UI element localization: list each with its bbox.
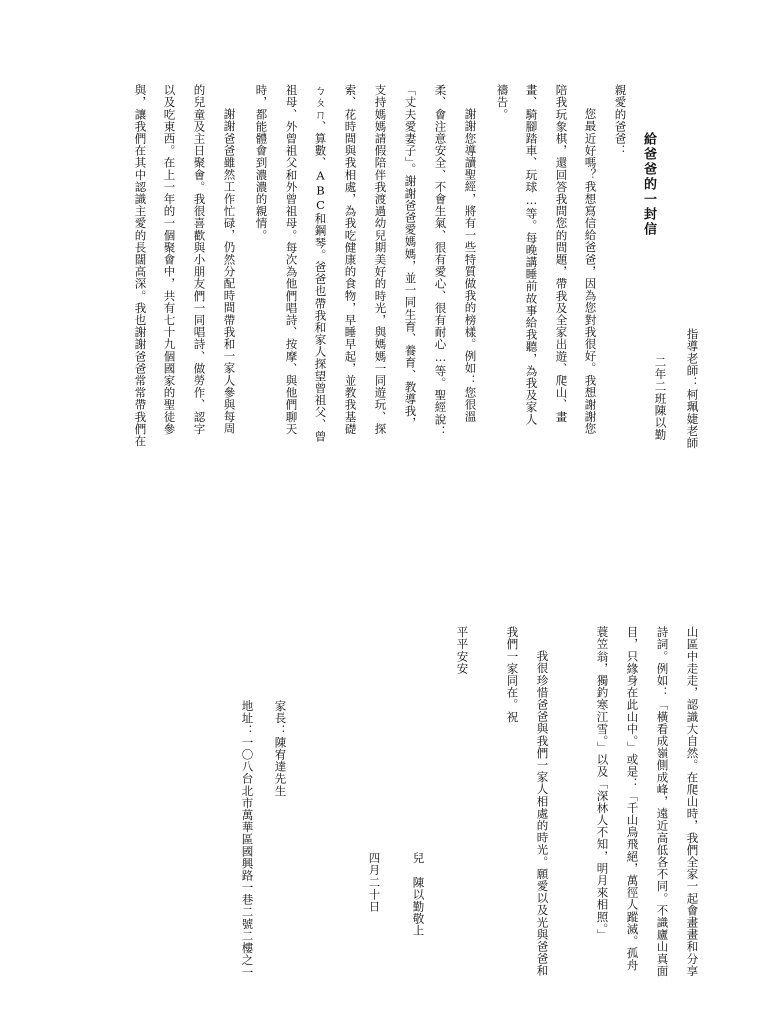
body-line: 謝謝您導讀聖經，將有一些特質做我的榜樣。例如：您很溫: [463, 108, 478, 423]
letter-date: 四月二十日: [367, 852, 382, 913]
parent-name: 家長：陳宥達先生: [273, 700, 288, 797]
signature: 兒 陳以勤敬上: [411, 852, 426, 937]
body-line: 與，讓我們在其中認識主愛的長闊高深。我也謝謝爸爸常常帶我們在: [133, 84, 148, 447]
body-line: ㄅㄆㄇ、算數、ABC和鋼琴。爸爸也帶我和家人探望曾祖父、曾: [313, 84, 328, 443]
teacher-line: 指導老師：柯珮婕老師: [685, 328, 700, 449]
address: 地址：一〇八台北市萬華區國興路一巷二號二樓之一: [240, 700, 255, 979]
body-line: 柔、會注意安全、不會生氣、很有愛心、很有耐心…等。聖經說：: [433, 84, 448, 438]
body-line: 祖母、外曾祖父和外曾祖母。每次為他們唱詩、按摩、與他們聊天: [284, 84, 299, 435]
body-line: 謝謝爸爸雖然工作忙碌，仍然分配時間帶我和一家人參與每周: [222, 108, 237, 435]
body-line: 陪我玩象棋，還回答我問您的問題，帶我及全家出遊、爬山、畫: [554, 84, 569, 423]
body-line: 以及吃東西。在上一年的一個聚會中，共有七十九個國家的聖徒參: [162, 84, 177, 435]
greeting: 親愛的爸爸：: [613, 84, 628, 157]
letter-title: 給爸爸的一封信: [641, 132, 656, 237]
body-line: 詩詞。例如：「橫看成嶺側成峰，遠近高低各不同。不識廬山真面: [655, 626, 670, 977]
body-line: 索、花時間與我相處，為我吃健康的食物，早睡早起，並教我基礎: [343, 84, 358, 435]
body-line: 支持媽媽請假陪伴我渡過幼兒期美好的時光，與媽媽一同遊玩、探: [373, 84, 388, 435]
closing-wish: 平平安安: [455, 626, 470, 675]
body-line: 我們一家同在。祝: [505, 626, 520, 723]
body-line: 「丈夫愛妻子」。謝謝爸爸愛媽媽，並一同生育、養育、教導我，: [403, 84, 418, 430]
body-line: 的兒童及主日聚會。我很喜歡與小朋友們一同唱詩、做勞作、認字: [192, 84, 207, 435]
body-line: 禱告。: [495, 84, 510, 121]
body-line: 蓑笠翁，獨釣寒江雪。」以及「深林人不知，明月來相照。」: [595, 626, 610, 942]
body-line: 時，都能體會到濃濃的親情。: [254, 84, 269, 242]
body-line: 畫、騎腳踏車、玩球…等。每晚講睡前故事給我聽，為我及家人: [524, 84, 539, 426]
body-line: 我很珍惜爸爸與我們一家人相處的時光。願愛以及光與爸爸和: [535, 650, 550, 977]
body-line: 目，只緣身在此山中。」或是：「千山鳥飛絕，萬徑人蹤滅。孤舟: [625, 626, 640, 972]
body-line: 山區中走走，認識大自然。在爬山時，我們全家一起會畫畫和分享: [685, 626, 700, 977]
body-line: 您最近好嗎？我想寫信給爸爸，因為您對我很好。我想謝謝您: [583, 108, 598, 435]
student-class-line: 二年二班陳以勤: [653, 356, 668, 441]
